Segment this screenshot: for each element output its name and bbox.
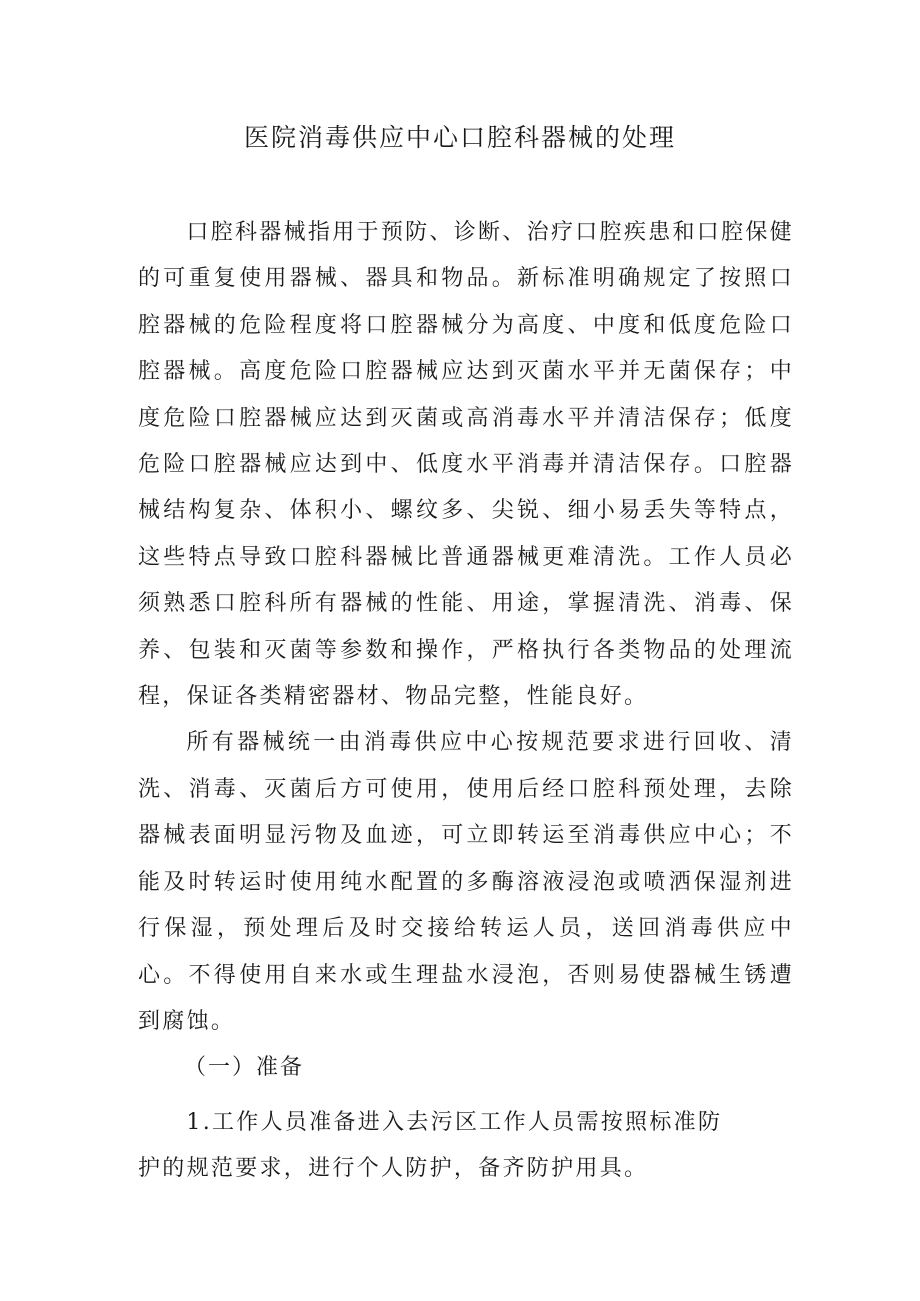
paragraph-instrument-processing: 所有器械统一由消毒供应中心按规范要求进行回收、清洗、消毒、灭菌后方可使用，使用后经口腔科预处理，去除器械表面明显污物及血迹，可立即转运至消毒供应中心；不能及时转运时使用纯水配置的多酶溶液浸泡或喷洒保湿剂进行保湿，预处理后及时交接给转运人员，送回消毒供应中心。不得使用自来水或生理盐水浸泡，否则易使器械生锈遭到腐蚀。 bbox=[138, 730, 794, 1034]
document-body bbox=[138, 210, 794, 1193]
section-heading-preparation: （一）准备 bbox=[184, 1055, 305, 1081]
list-item-staff-preparation: 1.工作人员准备进入去污区工作人员需按照标准防护的规范要求，进行个人防护，备齐防护用具。 bbox=[138, 1109, 723, 1182]
paragraph-oral-instruments-intro: 口腔科器械指用于预防、诊断、治疗口腔疾患和口腔保健的可重复使用器械、器具和物品。新标准明确规定了按照口腔器械的危险程度将口腔器械分为高度、中度和低度危险口腔器械。高度危险口腔器械应达到灭菌水平并无菌保存；中度危险口腔器械应达到灭菌或高消毒水平并清洁保存；低度危险口腔器械应达到中、低度水平消毒并清洁保存。口腔器械结构复杂、体积小、螺纹多、尖锐、细小易丢失等特点，这些特点导致口腔科器械比普通器械更难清洗。工作人员必须熟悉口腔科所有器械的性能、用途，掌握清洗、消毒、保养、包装和灭菌等参数和操作，严格执行各类物品的处理流程，保证各类精密器材、物品完整，性能良好。 bbox=[138, 220, 794, 710]
document-title: 医院消毒供应中心口腔科器械的处理 bbox=[243, 123, 676, 152]
